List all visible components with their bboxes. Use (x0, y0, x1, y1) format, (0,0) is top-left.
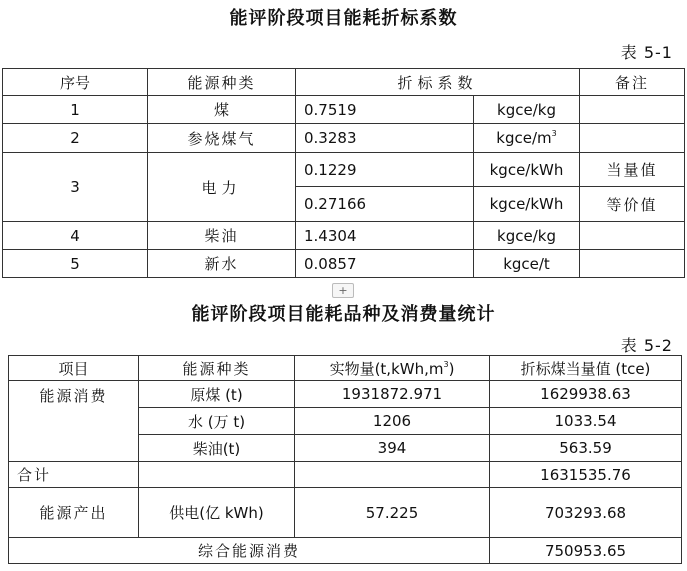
cell-physical: 394 (295, 435, 490, 462)
header-energy-type: 能源种类 (148, 69, 296, 96)
cell-unit: kgce/kWh (474, 187, 580, 222)
cell-no: 3 (3, 153, 148, 222)
cell-note: 当量值 (580, 153, 685, 187)
cell-standard: 1033.54 (490, 408, 682, 435)
header-no: 序号 (3, 69, 148, 96)
cell-energy-type: 新水 (148, 250, 296, 278)
cell-energy-type: 原煤 (t) (139, 381, 295, 408)
add-row-button[interactable]: + (332, 283, 354, 298)
table-header-row (3, 69, 685, 96)
cell-item: 能源消费 (9, 381, 139, 462)
header-physical-superscript: 3 (443, 359, 449, 369)
header-physical-close: ) (448, 359, 455, 378)
cell-unit: kgce/kWh (474, 153, 580, 187)
cell-no: 1 (3, 96, 148, 124)
cell-value: 1.4304 (296, 222, 474, 250)
table-row (9, 488, 682, 538)
cell-note: 等价值 (580, 187, 685, 222)
cell-physical: 1206 (295, 408, 490, 435)
cell-unit: kgce/t (474, 250, 580, 278)
cell-value: 0.27166 (296, 187, 474, 222)
table-header-row (9, 356, 682, 381)
table2-title: 能评阶段项目能耗品种及消费量统计 (191, 304, 496, 325)
energy-consumption-table (8, 355, 682, 564)
header-physical (295, 356, 490, 381)
header-item: 项目 (9, 356, 139, 381)
cell-value: 0.7519 (296, 96, 474, 124)
table-row (3, 153, 685, 187)
cell-item: 能源产出 (9, 488, 139, 538)
header-standard-coal: 折标煤当量值 (tce) (490, 356, 682, 381)
cell-note (580, 222, 685, 250)
cell-value: 0.1229 (296, 153, 474, 187)
cell-no: 4 (3, 222, 148, 250)
cell-no: 2 (3, 124, 148, 153)
cell-standard: 703293.68 (490, 488, 682, 538)
table-row (3, 124, 685, 153)
table-row (3, 96, 685, 124)
cell-physical: 57.225 (295, 488, 490, 538)
cell-standard: 1629938.63 (490, 381, 682, 408)
table2-tag: 表 5-2 (620, 336, 673, 355)
cell-note (580, 96, 685, 124)
table-row (9, 381, 682, 408)
cell-value: 0.0857 (296, 250, 474, 278)
header-energy-type: 能源种类 (139, 356, 295, 381)
cell-energy-type: 水 (万 t) (139, 408, 295, 435)
table1-title: 能评阶段项目能耗折标系数 (229, 8, 458, 29)
cell-energy-type: 煤 (148, 96, 296, 124)
cell-energy-type: 柴油 (148, 222, 296, 250)
cell-standard: 563.59 (490, 435, 682, 462)
cell-comprehensive-label: 综合能源消费 (9, 538, 490, 564)
header-coefficient: 折标系数 (296, 69, 580, 96)
cell-physical (295, 462, 490, 488)
cell-unit (474, 124, 580, 153)
cell-item: 合计 (9, 462, 139, 488)
cell-energy-type: 参烧煤气 (148, 124, 296, 153)
cell-note (580, 124, 685, 153)
unit-text: kgce/m (496, 129, 552, 147)
header-note: 备注 (580, 69, 685, 96)
energy-coefficient-table (2, 68, 685, 278)
cell-energy-type (139, 462, 295, 488)
cell-unit: kgce/kg (474, 96, 580, 124)
table-row (3, 250, 685, 278)
table-row (3, 222, 685, 250)
cell-standard: 1631535.76 (490, 462, 682, 488)
cell-unit: kgce/kg (474, 222, 580, 250)
cell-physical: 1931872.971 (295, 381, 490, 408)
table1-tag: 表 5-1 (620, 43, 673, 62)
cell-no: 5 (3, 250, 148, 278)
cell-value: 0.3283 (296, 124, 474, 153)
cell-note (580, 250, 685, 278)
cell-energy-type: 电力 (148, 153, 296, 222)
table-row (9, 538, 682, 564)
header-physical-text: 实物量(t,kWh,m (329, 359, 444, 378)
table-row (9, 462, 682, 488)
cell-energy-type: 供电(亿 kWh) (139, 488, 295, 538)
cell-energy-type: 柴油(t) (139, 435, 295, 462)
cell-standard: 750953.65 (490, 538, 682, 564)
unit-superscript: 3 (551, 129, 557, 138)
